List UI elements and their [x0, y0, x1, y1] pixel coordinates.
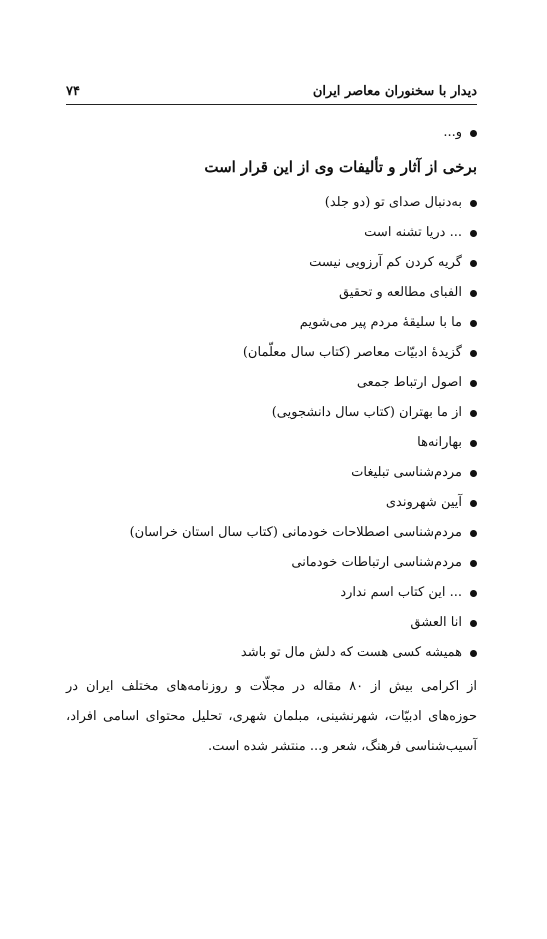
list-item: [66, 548, 477, 578]
list-item-text: و...: [443, 125, 462, 140]
bullet-icon: [470, 440, 477, 447]
list-item-text: همیشه کسی هست که دلش مال تو باشد: [240, 645, 462, 660]
bullet-icon: [470, 230, 477, 237]
list-item: [66, 428, 477, 458]
list-item-text: بهارانه‌ها: [417, 435, 462, 450]
list-item: [66, 308, 477, 338]
list-item: [66, 248, 477, 278]
list-item: [66, 338, 477, 368]
list-item: [66, 638, 477, 668]
bullet-icon: [470, 200, 477, 207]
list-item: [66, 368, 477, 398]
bullet-icon: [470, 560, 477, 567]
list-item: [66, 518, 477, 548]
section-heading: برخی از آثار و تألیفات وی از این قرار است: [204, 158, 477, 176]
page-body: [66, 118, 477, 775]
bullet-icon: [470, 500, 477, 507]
list-item-text: ... این کتاب اسم ندارد: [340, 585, 462, 600]
list-item-text: اصول ارتباط جمعی: [356, 375, 462, 390]
bullet-icon: [470, 290, 477, 297]
bullet-icon: [470, 130, 477, 137]
list-item-text: به‌دنبال صدای تو (دو جلد): [324, 195, 462, 210]
list-item-text: گریه کردن کم آرزویی نیست: [309, 255, 462, 270]
list-item: [66, 488, 477, 518]
list-item-text: مردم‌شناسی اصطلاحات خودمانی (کتاب سال استان خراسان): [129, 525, 462, 540]
bullet-icon: [470, 590, 477, 597]
list-item: [66, 278, 477, 308]
intro-list: [66, 118, 477, 148]
bullet-icon: [470, 410, 477, 417]
bullet-icon: [470, 350, 477, 357]
bullet-icon: [470, 380, 477, 387]
page-header: [66, 84, 477, 105]
list-item: [66, 608, 477, 638]
list-item-text: ... دریا تشنه است: [364, 225, 462, 240]
list-item: [66, 218, 477, 248]
list-item-text: گزیدهٔ ادبیّات معاصر (کتاب سال معلّمان): [242, 345, 462, 360]
list-item: [66, 398, 477, 428]
bullet-icon: [470, 530, 477, 537]
bullet-icon: [470, 650, 477, 657]
list-item: [66, 458, 477, 488]
list-item: [66, 188, 477, 218]
running-title: دیدار با سخنوران معاصر ایران: [312, 84, 477, 99]
list-item-text: مردم‌شناسی ارتباطات خودمانی: [291, 555, 462, 570]
list-item-text: مردم‌شناسی تبلیغات: [351, 465, 462, 480]
bullet-icon: [470, 320, 477, 327]
list-item-text: ما با سلیقهٔ مردم پیر می‌شویم: [299, 315, 462, 330]
bullet-icon: [470, 470, 477, 477]
bullet-icon: [470, 620, 477, 627]
list-item-text: آیین شهروندی: [385, 495, 462, 510]
list-item: [66, 118, 477, 148]
bullet-icon: [470, 260, 477, 267]
list-item: [66, 578, 477, 608]
closing-paragraph: از اکرامی بیش از ۸۰ مقاله در مجلّات و روزنامه‌های مختلف ایران در حوزه‌های ادبیّات، شهرنشینی، مبلمان شهری، تحلیل محتوای اسامی افراد، آسیب‌شناسی فرهنگ، شعر و... منتشر شده است.: [66, 679, 477, 754]
page-number: ۷۴: [66, 84, 80, 99]
list-item-text: از ما بهتران (کتاب سال دانشجویی): [271, 405, 462, 420]
list-item-text: الفبای مطالعه و تحقیق: [338, 285, 462, 300]
list-item-text: انا العشق: [410, 615, 462, 630]
works-list: [66, 188, 477, 668]
